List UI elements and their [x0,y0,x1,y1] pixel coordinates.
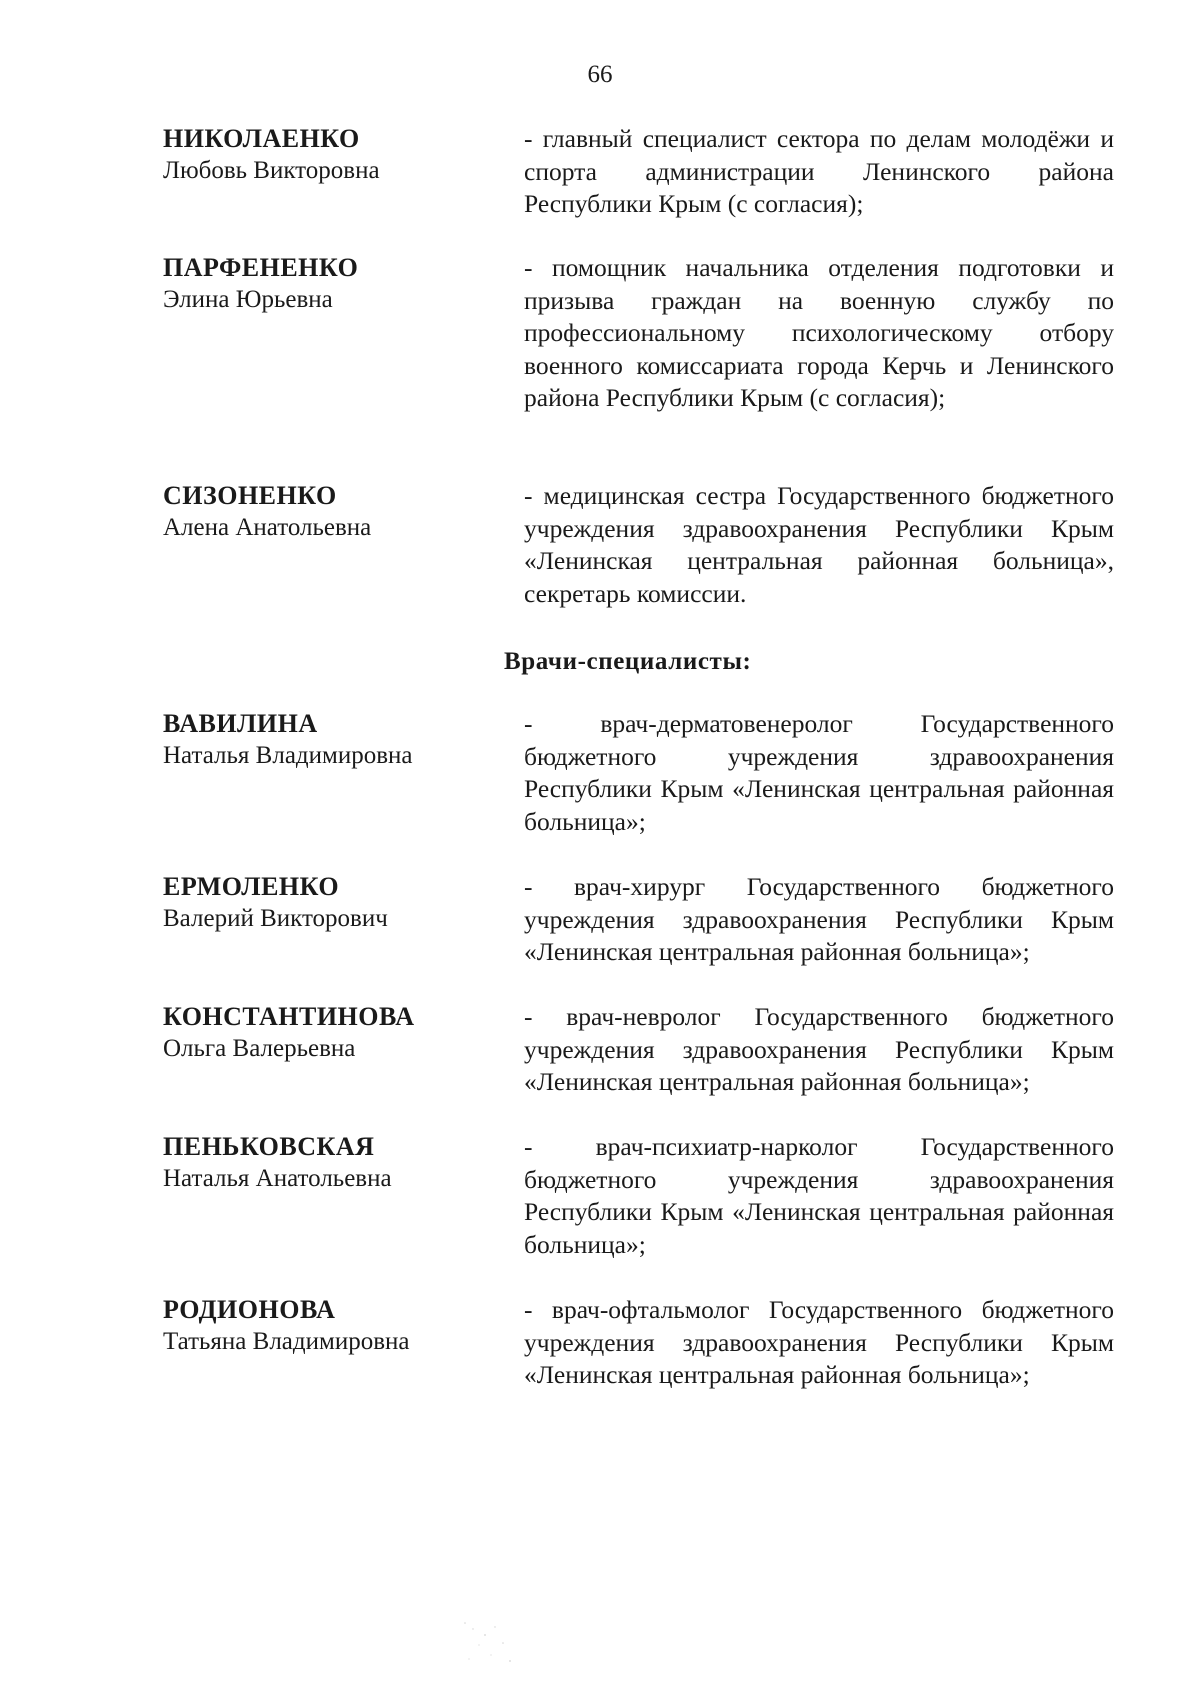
specialist-description: - врач-хирург Государственного бюджетного учреждения здравоохранения Республики Крым «Ленинская центральная районная больница»; [524,872,1114,966]
specialist-surname: РОДИОНОВА [163,1295,336,1324]
specialist-surname: ЕРМОЛЕНКО [163,872,340,901]
member-description: - помощник начальника отделения подготовки и призыва граждан на военную службу по профессиональному психологическому отбору военного комиссариата города Керчь и Ленинского района Республики Крым (с согласия); [524,253,1114,412]
specialist-given-name: Наталья Анатольевна [163,1165,392,1192]
specialist-surname: ПЕНЬКОВСКАЯ [163,1132,375,1161]
specialist-description: - врач-офтальмолог Государственного бюджетного учреждения здравоохранения Республики Крым «Ленинская центральная районная больница»; [524,1295,1114,1389]
specialist-given-name: Татьяна Владимировна [163,1328,410,1355]
member-given-name: Алена Анатольевна [163,514,372,541]
page-number: 66 [587,61,613,88]
specialist-name [163,1131,493,1195]
specialist-name [163,1294,493,1358]
member-description: - главный специалист сектора по делам молодёжи и спорта администрации Ленинского района Республики Крым (с согласия); [524,124,1114,218]
specialist-given-name: Ольга Валерьевна [163,1035,356,1062]
member-surname: ПАРФЕНЕНКО [163,253,359,282]
scan-noise [455,1615,525,1670]
section-heading: Врачи-специалисты: [504,648,752,675]
member-name [163,480,493,544]
specialist-name [163,1001,493,1065]
specialist-name [163,708,493,772]
specialist-description: - врач-невролог Государственного бюджетного учреждения здравоохранения Республики Крым «Ленинская центральная районная больница»; [524,1002,1114,1096]
specialist-description: - врач-психиатр-нарколог Государственного бюджетного учреждения здравоохранения Республики Крым «Ленинская центральная районная больница»; [524,1132,1114,1259]
specialist-description: - врач-дерматовенеролог Государственного бюджетного учреждения здравоохранения Республики Крым «Ленинская центральная районная больница»; [524,709,1114,836]
member-name [163,252,493,316]
specialist-surname: КОНСТАНТИНОВА [163,1002,415,1031]
specialist-given-name: Наталья Владимировна [163,742,413,769]
member-name [163,123,493,187]
specialist-given-name: Валерий Викторович [163,905,388,932]
member-given-name: Элина Юрьевна [163,286,333,313]
specialist-name [163,871,493,935]
member-surname: НИКОЛАЕНКО [163,124,360,153]
member-surname: СИЗОНЕНКО [163,481,337,510]
specialist-surname: ВАВИЛИНА [163,709,318,738]
member-description: - медицинская сестра Государственного бюджетного учреждения здравоохранения Республики Крым «Ленинская центральная районная больница», секретарь комиссии. [524,481,1114,608]
member-given-name: Любовь Викторовна [163,157,380,184]
